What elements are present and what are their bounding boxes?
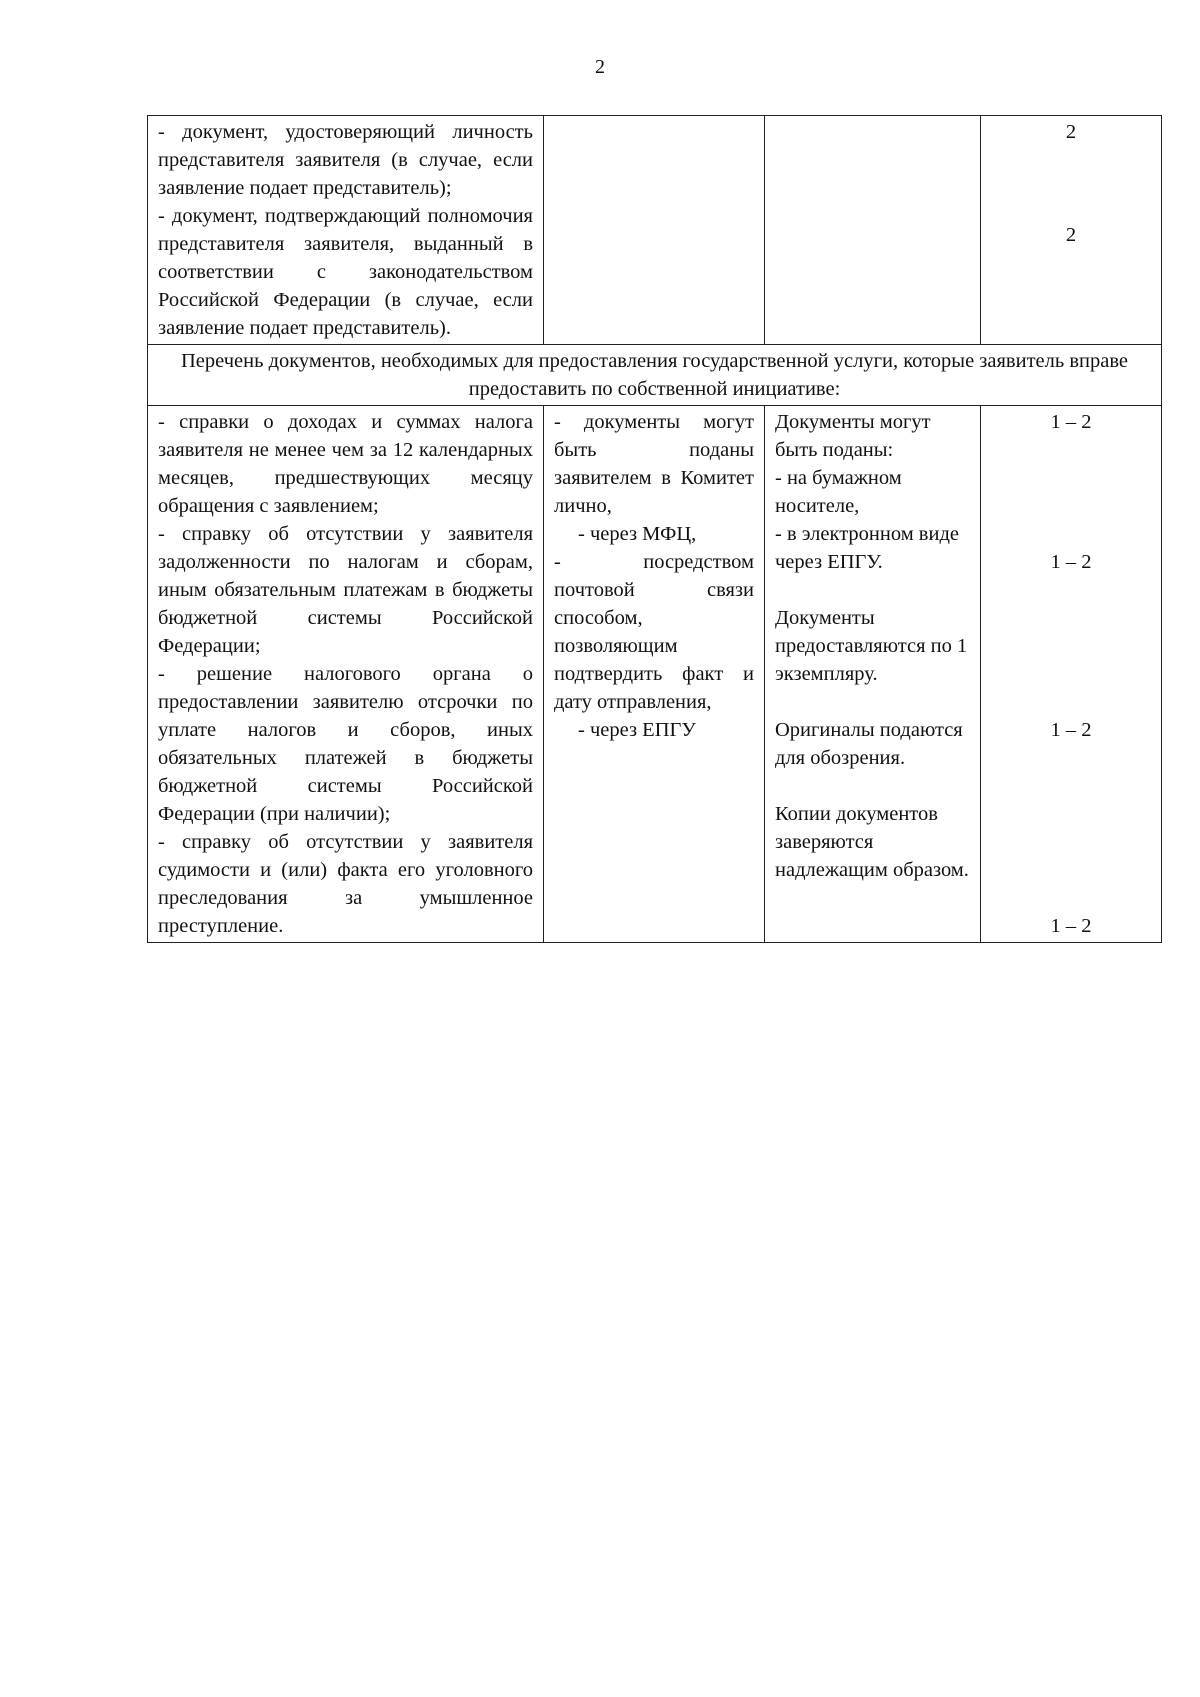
method-item: - посредством почтовой связи способом, позволяющим подтвердить факт и дату отправления, — [554, 551, 754, 713]
copies-count: 1 – 2 — [1050, 551, 1092, 573]
submission-method-cell — [544, 406, 765, 943]
table-row — [148, 116, 1162, 345]
list-item: - справку об отсутствии у заявителя задолженности по налогам и сборам, иным обязательным платежам в бюджеты бюджетной системы Российской Федерации; — [158, 523, 533, 657]
list-item: - документ, подтверждающий полномочия представителя заявителя, выданный в соответствии с законодательством Российской Федерации (в случае, если заявление подает представитель). — [158, 205, 533, 339]
requirements-cell — [765, 116, 981, 345]
list-item: - документ, удостоверяющий личность представителя заявителя (в случае, если заявление подает представитель); — [158, 121, 533, 199]
document-list-cell — [148, 406, 544, 943]
requirements-cell — [765, 406, 981, 943]
method-item: - документы могут быть поданы заявителем в Комитет лично, — [554, 411, 754, 517]
section-heading: Перечень документов, необходимых для предоставления государственной услуги, которые заявитель вправе предоставить по собственной инициативе: — [148, 345, 1162, 406]
requirement-text: - в электронном виде через ЕПГУ. — [775, 523, 959, 573]
copies-count: 1 – 2 — [1050, 411, 1092, 433]
list-item: - справки о доходах и суммах налога заявителя не менее чем за 12 календарных месяцев, предшествующих месяцу обращения с заявлением; — [158, 411, 533, 517]
documents-table — [147, 115, 1162, 943]
list-item: - решение налогового органа о предоставлении заявителю отсрочки по уплате налогов и сборов, иных обязательных платежей в бюджеты бюджетной системы Российской Федерации (при наличии); — [158, 663, 533, 825]
copies-count: 2 — [1065, 224, 1077, 246]
page-number: 2 — [595, 56, 605, 78]
requirement-text: Копии документов заверяются надлежащим образом. — [775, 803, 969, 881]
requirement-text: Оригиналы подаются для обозрения. — [775, 719, 963, 769]
table-row — [148, 406, 1162, 943]
copies-count: 2 — [1065, 121, 1077, 143]
copies-count: 1 – 2 — [1050, 719, 1092, 741]
copies-count: 1 – 2 — [1050, 915, 1092, 937]
document-list-cell — [148, 116, 544, 345]
copies-count-cell — [981, 406, 1162, 943]
list-item: - справку об отсутствии у заявителя судимости и (или) факта его уголовного преследования за умышленное преступление. — [158, 831, 533, 937]
requirement-text: Документы предоставляются по 1 экземпляру. — [775, 607, 968, 685]
requirement-text: - на бумажном носителе, — [775, 467, 902, 517]
submission-method-cell — [544, 116, 765, 345]
copies-count-cell — [981, 116, 1162, 345]
method-item: - через МФЦ, — [578, 523, 697, 545]
method-item: - через ЕПГУ — [578, 719, 696, 741]
table-row — [148, 345, 1162, 406]
requirement-text: Документы могут быть поданы: — [775, 411, 931, 461]
